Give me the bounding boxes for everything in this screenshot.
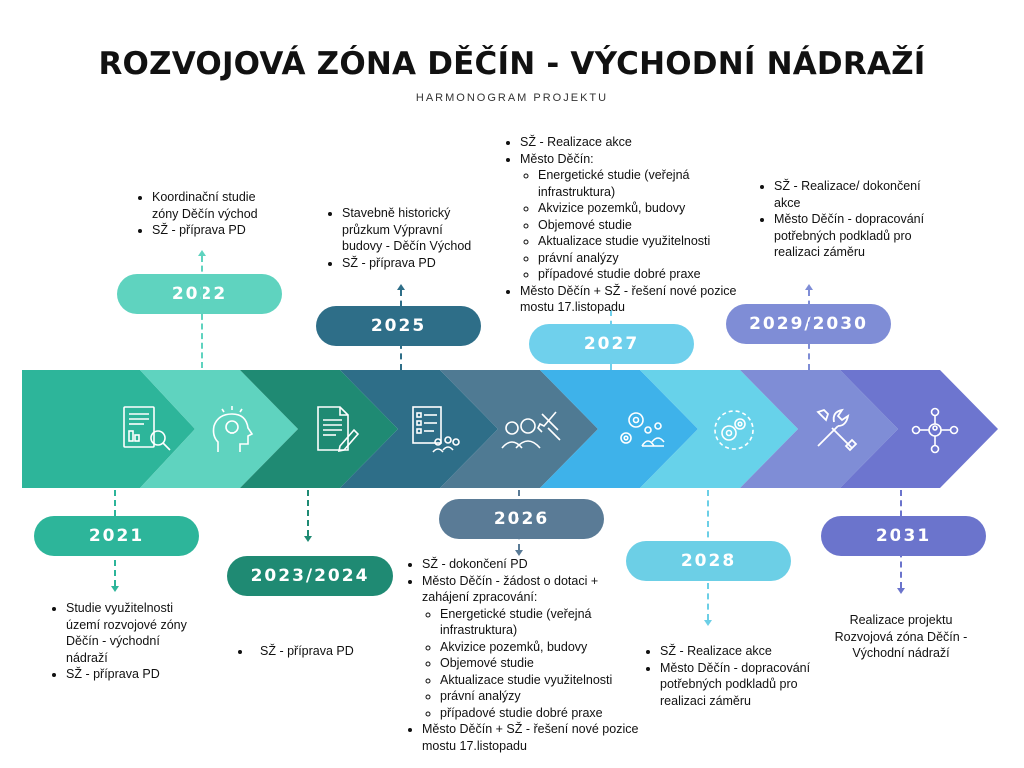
year-label: 2021 bbox=[88, 526, 145, 546]
list-item: • SŽ - příprava PD bbox=[252, 643, 396, 660]
milestone-2029-notes bbox=[756, 178, 936, 261]
report-analysis-icon bbox=[120, 404, 174, 454]
list-item-text: Město Děčín - žádost o dotaci + zahájení zpracování: bbox=[422, 573, 599, 604]
year-label: 2029/2030 bbox=[749, 314, 868, 334]
year-pill-2031 bbox=[821, 516, 986, 556]
sub-list-item: ◦ Aktualizace studie využitelnosti bbox=[440, 672, 644, 689]
list-item bbox=[520, 151, 742, 283]
milestone-2021-notes bbox=[48, 600, 198, 683]
page-subtitle: HARMONOGRAM PROJEKTU bbox=[415, 92, 609, 104]
list-item: • Město Děčín + SŽ - řešení nové pozice mostu 17.listopadu bbox=[520, 283, 742, 316]
list-item: • Stavebně historický průzkum Výpravní budovy - Děčín Východ bbox=[342, 205, 484, 255]
sub-list-item: ◦ právní analýzy bbox=[538, 250, 742, 267]
milestone-2023-notes bbox=[226, 643, 396, 660]
list-item: • SŽ - příprava PD bbox=[342, 255, 484, 272]
sub-list-item: ◦ Energetické studie (veřejná infrastruktura) bbox=[440, 606, 644, 639]
milestone-2022-notes bbox=[134, 189, 284, 239]
connector-2023 bbox=[307, 490, 309, 536]
connector-2022 bbox=[201, 256, 203, 368]
sub-list-item: ◦ Energetické studie (veřejná infrastruktura) bbox=[538, 167, 742, 200]
wrench-screwdriver-icon bbox=[812, 406, 860, 454]
year-pill-2023-2024 bbox=[227, 556, 393, 596]
list-item: • SŽ - příprava PD bbox=[66, 666, 198, 683]
document-edit-icon bbox=[314, 404, 360, 454]
connector-2028 bbox=[707, 490, 709, 620]
year-pill-2021 bbox=[34, 516, 199, 556]
connector-2025 bbox=[400, 290, 402, 370]
connector-2021 bbox=[114, 490, 116, 586]
arrow-down-icon bbox=[704, 620, 712, 626]
milestone-2025-notes bbox=[324, 205, 484, 271]
gears-cycle-icon bbox=[710, 406, 758, 454]
year-label: 2031 bbox=[875, 526, 932, 546]
team-tools-icon bbox=[500, 408, 566, 454]
sub-list-item: ◦ Aktualizace studie využitelnosti bbox=[538, 233, 742, 250]
year-pill-2022 bbox=[117, 274, 282, 314]
sub-list-item: ◦ Akvizice pozemků, budovy bbox=[538, 200, 742, 217]
arrow-up-icon bbox=[198, 250, 206, 256]
milestone-2031-notes bbox=[826, 612, 976, 662]
year-label: 2027 bbox=[583, 334, 640, 354]
settings-team-icon bbox=[618, 406, 666, 454]
list-item: • SŽ - Realizace akce bbox=[660, 643, 827, 660]
arrow-down-icon bbox=[111, 586, 119, 592]
year-label: 2022 bbox=[171, 284, 228, 304]
sub-list-item: ◦ Objemové studie bbox=[440, 655, 644, 672]
year-label: 2026 bbox=[493, 509, 550, 529]
list-item: • Město Děčín - dopracování potřebných podkladů pro realizaci záměru bbox=[660, 660, 827, 710]
idea-head-icon bbox=[208, 402, 254, 456]
list-item: • Studie využitelnosti území rozvojové zóny Děčín - východní nádraží bbox=[66, 600, 198, 666]
milestone-2027-notes bbox=[502, 134, 742, 316]
year-label: 2023/2024 bbox=[250, 566, 370, 586]
list-item: • Město Děčín + SŽ - řešení nové pozice mostu 17.listopadu bbox=[422, 721, 644, 754]
year-label: 2028 bbox=[680, 551, 737, 571]
connector-2029 bbox=[808, 290, 810, 370]
connector-2026 bbox=[518, 490, 520, 550]
sub-list-item: ◦ právní analýzy bbox=[440, 688, 644, 705]
arrow-up-icon bbox=[805, 284, 813, 290]
year-label: 2025 bbox=[370, 316, 427, 336]
year-pill-2025 bbox=[316, 306, 481, 346]
arrow-up-icon bbox=[397, 284, 405, 290]
milestone-text: Realizace projektu Rozvojová zóna Děčín - Východní nádraží bbox=[834, 613, 968, 660]
list-item: • SŽ - Realizace/ dokončení akce bbox=[774, 178, 936, 211]
arrow-down-icon bbox=[897, 588, 905, 594]
connector-2027 bbox=[610, 310, 612, 370]
sub-list-item: ◦ Objemové studie bbox=[538, 217, 742, 234]
arrow-down-icon bbox=[304, 536, 312, 542]
list-item bbox=[422, 573, 644, 722]
list-item: • SŽ - dokončení PD bbox=[422, 556, 644, 573]
list-item: • Město Děčín - dopracování potřebných podkladů pro realizaci záměru bbox=[774, 211, 936, 261]
network-hub-icon bbox=[910, 406, 960, 456]
list-item: • SŽ - příprava PD bbox=[152, 222, 284, 239]
sub-list-item: ◦ Akvizice pozemků, budovy bbox=[440, 639, 644, 656]
connector-2031 bbox=[900, 490, 902, 588]
page-title: ROZVOJOVÁ ZÓNA DĚČÍN - VÝCHODNÍ NÁDRAŽÍ bbox=[98, 46, 926, 82]
sub-list-item: ◦ případové studie dobré praxe bbox=[538, 266, 742, 283]
list-item: • Koordinační studie zóny Děčín východ bbox=[152, 189, 284, 222]
list-item-text: Město Děčín: bbox=[520, 151, 594, 166]
milestone-2026-notes bbox=[404, 556, 644, 754]
list-item: • SŽ - Realizace akce bbox=[520, 134, 742, 151]
sub-list-item: ◦ případové studie dobré praxe bbox=[440, 705, 644, 722]
milestone-2028-notes bbox=[642, 643, 827, 709]
checklist-team-icon bbox=[410, 404, 460, 456]
year-pill-2026 bbox=[439, 499, 604, 539]
